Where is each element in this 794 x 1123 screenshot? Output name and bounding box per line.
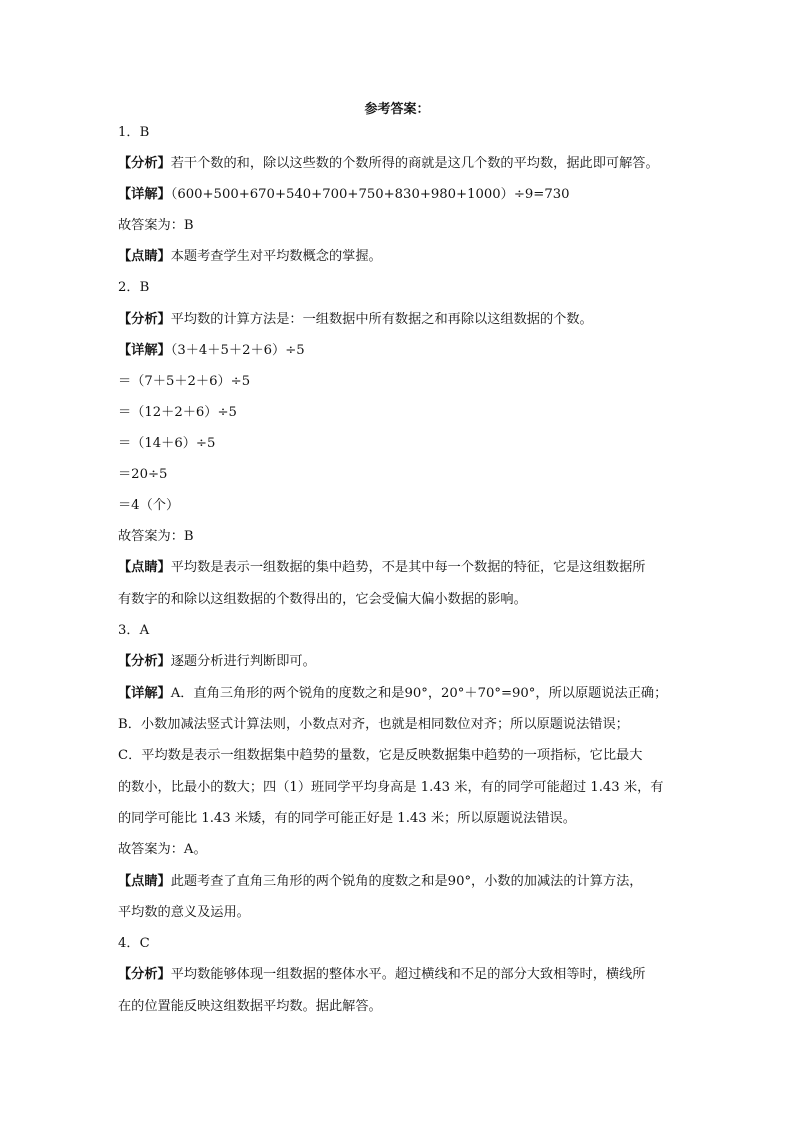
answer-line: [118, 247, 678, 267]
answer-line: [118, 154, 678, 174]
answer-line: [118, 434, 678, 454]
line-text: 的同学可能比 1.43 米矮，有的同学可能正好是 1.43 米；所以原题说法错误。: [118, 811, 576, 826]
line-text: 故答案为：B: [118, 529, 194, 544]
line-text: （3＋4＋5＋2＋6）÷5: [170, 343, 305, 358]
line-tag: 【详解】: [118, 187, 171, 202]
answer-line: [118, 652, 678, 672]
line-text: （600+500+670+540+700+750+830+980+1000）÷9=730: [170, 187, 570, 202]
line-text: 平均数的计算方法是：一组数据中所有数据之和再除以这组数据的个数。: [170, 312, 593, 327]
answer-line: [118, 590, 678, 610]
line-text: 若干个数的和，除以这些数的个数所得的商就是这几个数的平均数，据此即可解答。: [170, 156, 659, 171]
answer-line: [118, 558, 678, 578]
line-text: 平均数的意义及运用。: [118, 905, 250, 920]
line-tag: 【分析】: [118, 654, 171, 669]
line-text: C．平均数是表示一组数据集中趋势的量数，它是反映数据集中趋势的一项指标，它比最大: [118, 748, 643, 763]
answer-line: [118, 621, 678, 641]
line-text: ＝（12＋2＋6）÷5: [118, 405, 237, 420]
line-tag: 【分析】: [118, 156, 171, 171]
answer-line: [118, 278, 678, 298]
answer-line: [118, 872, 678, 892]
line-text: 本题考查学生对平均数概念的掌握。: [170, 249, 382, 264]
line-text: 逐题分析进行判断即可。: [170, 654, 316, 669]
answer-line: [118, 997, 678, 1017]
answer-line: [118, 965, 678, 985]
answer-line: [118, 809, 678, 829]
line-tag: 【分析】: [118, 312, 171, 327]
line-text: 此题考查了直角三角形的两个锐角的度数之和是90°，小数的加减法的计算方法，: [170, 874, 643, 889]
line-tag: 【点睛】: [118, 874, 171, 889]
line-text: ＝（14＋6）÷5: [118, 436, 216, 451]
line-text: ＝（7＋5＋2＋6）÷5: [118, 374, 251, 389]
line-text: 的数小，比最小的数大；四（1）班同学平均身高是 1.43 米，有的同学可能超过 1.43 米，有: [118, 780, 664, 795]
answer-line: [118, 746, 678, 766]
answer-line: [118, 403, 678, 423]
line-tag: 【详解】: [118, 343, 171, 358]
answer-line: [118, 934, 678, 954]
line-text: 在的位置能反映这组数据平均数。据此解答。: [118, 999, 382, 1014]
answer-line: [118, 216, 678, 236]
page-title: 参考答案：: [364, 102, 430, 117]
line-tag: 【点睛】: [118, 249, 171, 264]
line-text: 平均数能够体现一组数据的整体水平。超过横线和不足的部分大致相等时，横线所: [170, 967, 646, 982]
line-text: 4．C: [118, 936, 150, 951]
answer-line: [118, 465, 678, 485]
line-text: 3．A: [118, 623, 150, 638]
line-text: 1．B: [118, 125, 150, 140]
line-text: B．小数加减法竖式计算法则，小数点对齐，也就是相同数位对齐；所以原题说法错误；: [118, 717, 629, 732]
line-text: 故答案为：B: [118, 218, 194, 233]
answer-line: [118, 185, 678, 205]
answer-line: [118, 372, 678, 392]
answer-line: [118, 840, 678, 860]
line-text: ＝20÷5: [118, 467, 168, 482]
line-text: 2．B: [118, 280, 150, 295]
line-text: ＝4（个）: [118, 498, 180, 513]
line-text: 平均数是表示一组数据的集中趋势，不是其中每一个数据的特征，它是这组数据所: [170, 560, 646, 575]
answer-line: [118, 310, 678, 330]
answer-line: [118, 341, 678, 361]
line-tag: 【详解】: [118, 686, 171, 701]
line-text: A．直角三角形的两个锐角的度数之和是90°，20°＋70°=90°，所以原题说法正确；: [170, 686, 668, 701]
line-tag: 【点睛】: [118, 560, 171, 575]
answer-line: [118, 496, 678, 516]
answer-line: [118, 778, 678, 798]
answer-line: [118, 684, 678, 704]
answer-line: [118, 903, 678, 923]
line-tag: 【分析】: [118, 967, 171, 982]
line-text: 有数字的和除以这组数据的个数得出的，它会受偏大偏小数据的影响。: [118, 592, 527, 607]
answer-line: [118, 715, 678, 735]
answer-line: [118, 527, 678, 547]
line-text: 故答案为：A。: [118, 842, 207, 857]
answer-line: [118, 123, 678, 143]
